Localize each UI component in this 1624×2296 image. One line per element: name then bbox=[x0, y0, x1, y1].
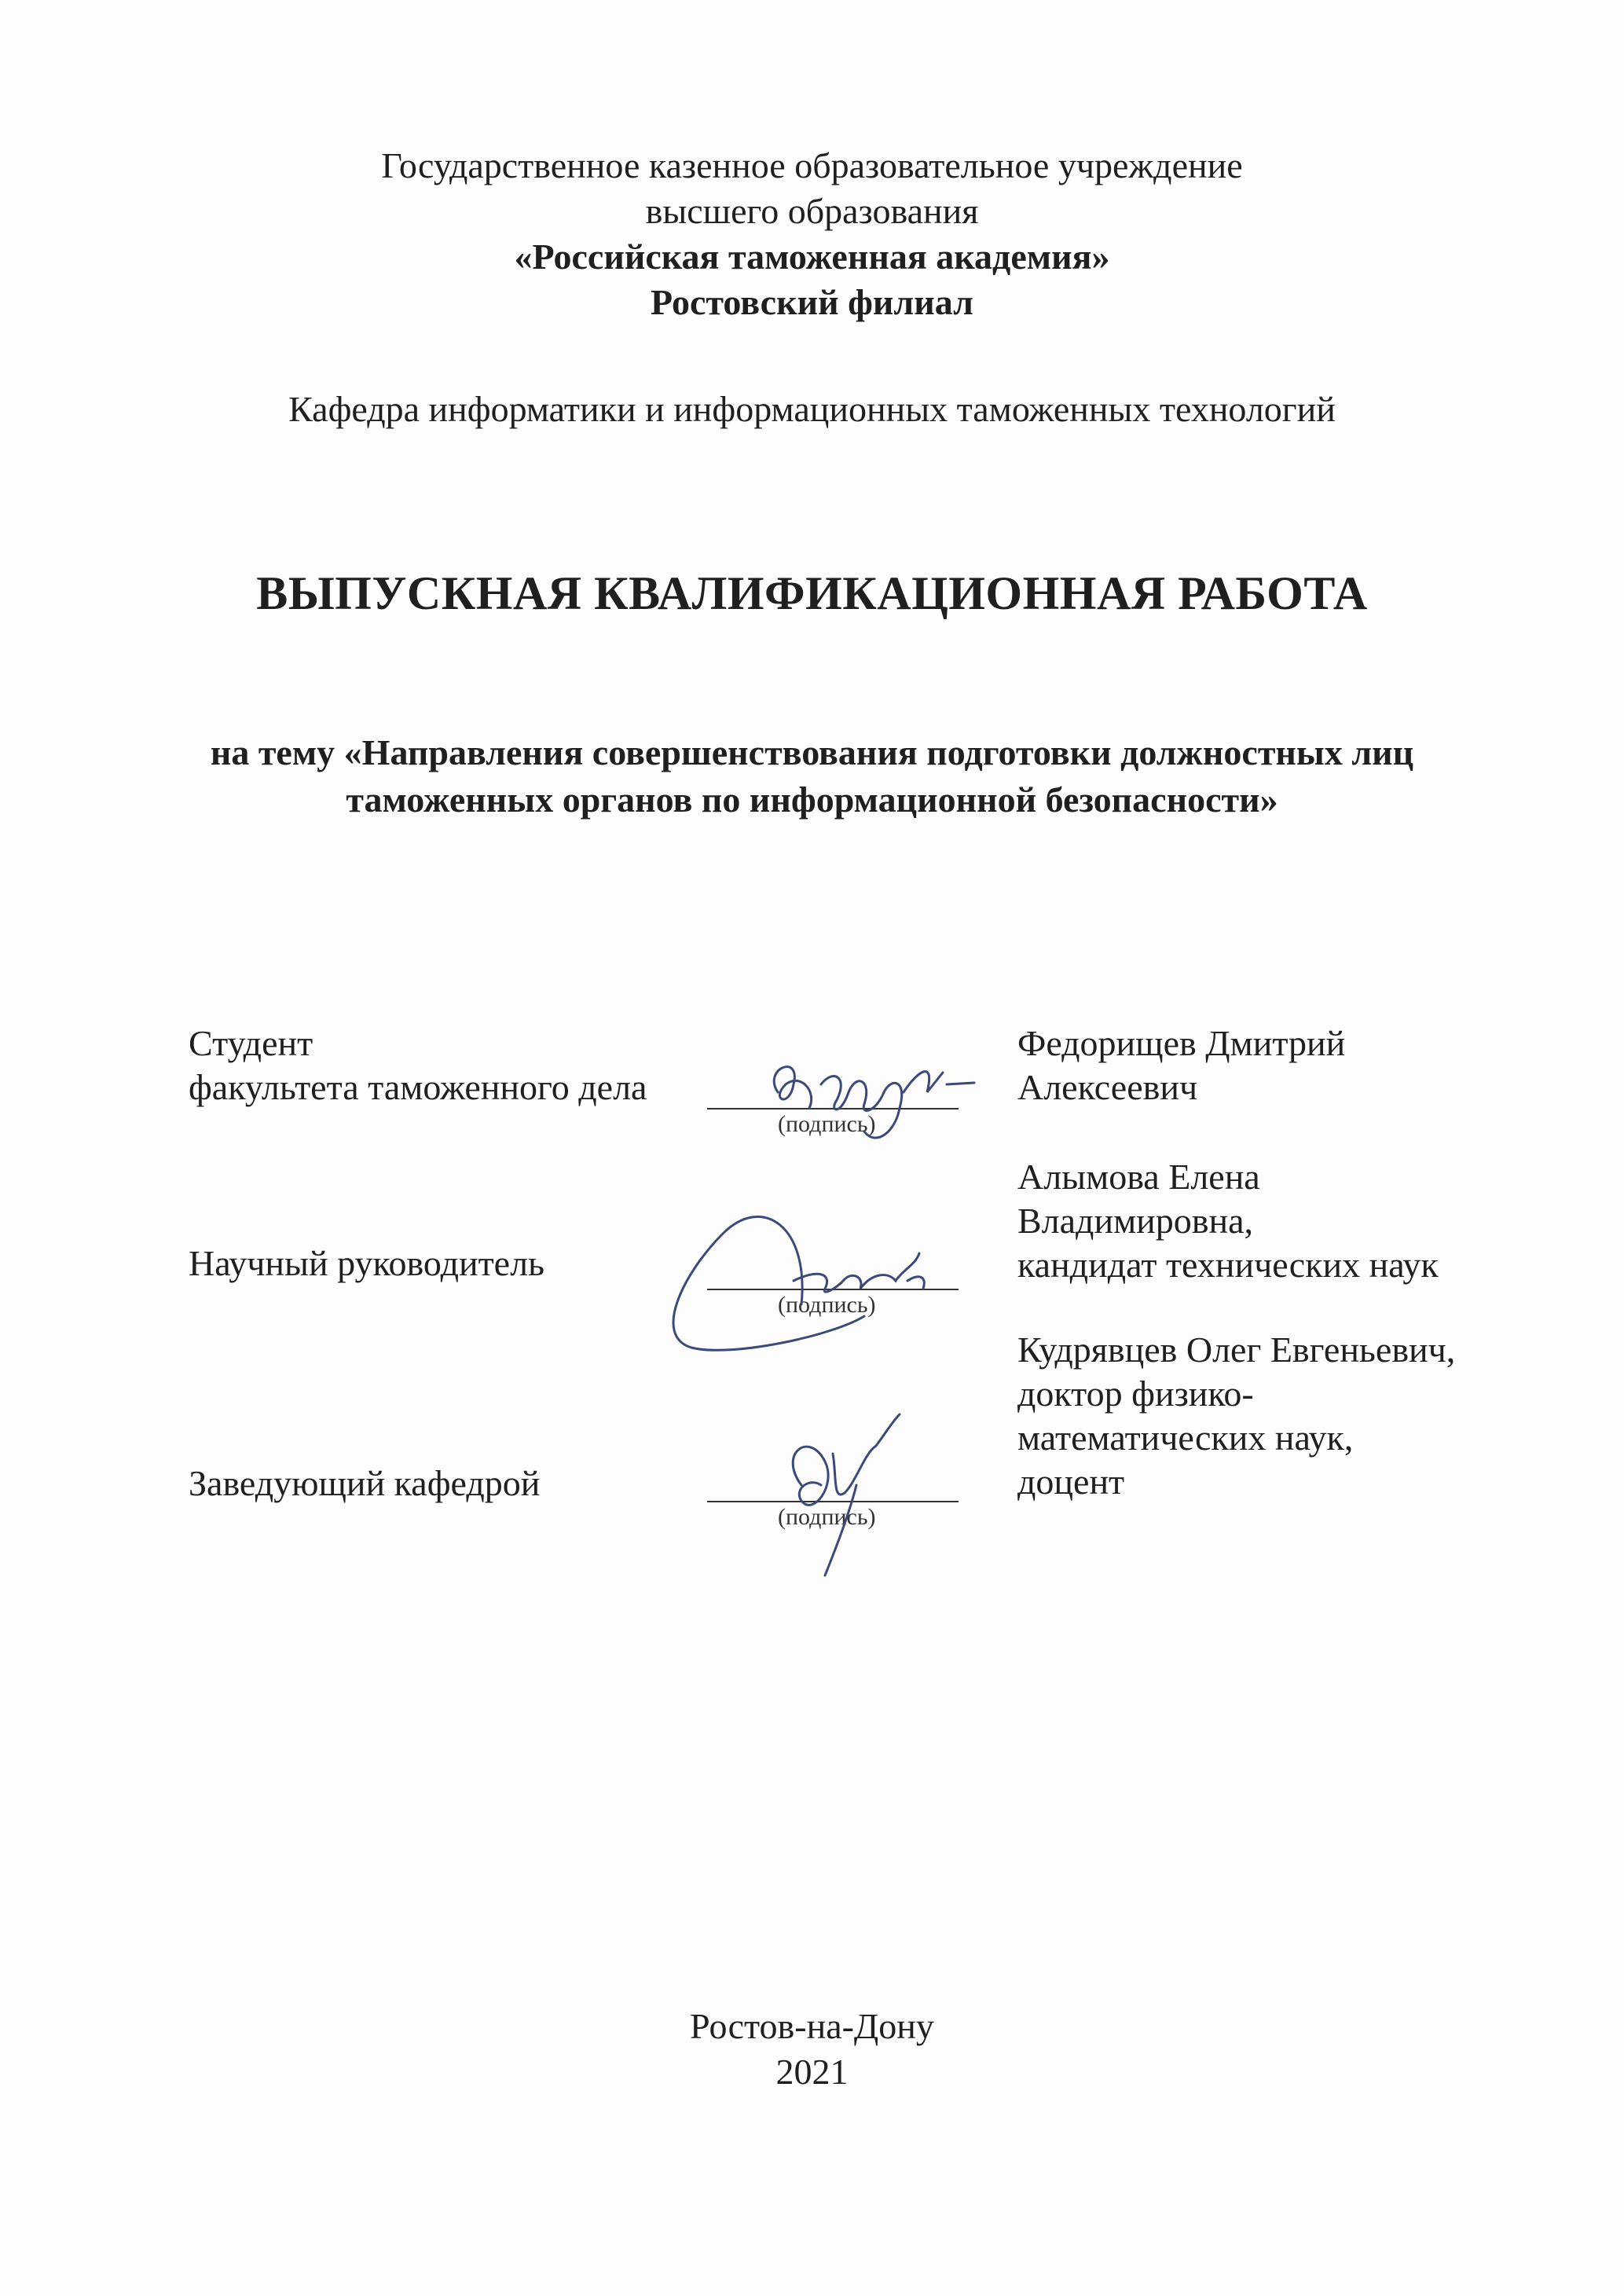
head-title: доцент bbox=[1017, 1462, 1125, 1502]
head-role: Заведующий кафедрой bbox=[189, 1463, 541, 1503]
footer bbox=[0, 2004, 1624, 2095]
student-role-line-2: факультета таможенного дела bbox=[189, 1067, 647, 1107]
head-name bbox=[1017, 1328, 1455, 1504]
institution-line-2: высшего образования bbox=[645, 191, 979, 231]
supervisor-signature-label: (подпись) bbox=[778, 1292, 876, 1318]
academy-name: «Российская таможенная академия» bbox=[514, 237, 1110, 277]
student-signature-label: (подпись) bbox=[778, 1111, 876, 1137]
supervisor-degree: кандидат технических наук bbox=[1017, 1245, 1439, 1285]
year: 2021 bbox=[775, 2052, 849, 2092]
head-signature-label: (подпись) bbox=[778, 1504, 876, 1530]
head-name-line-1: Кудрявцев Олег Евгеньевич, bbox=[1017, 1330, 1456, 1370]
thesis-topic bbox=[0, 729, 1624, 823]
supervisor-signature bbox=[636, 1179, 966, 1367]
supervisor-name-line-1: Алымова Елена bbox=[1017, 1157, 1260, 1197]
supervisor-name-line-2: Владимировна, bbox=[1017, 1201, 1254, 1241]
student-name-line-1: Федорищев Дмитрий bbox=[1017, 1023, 1346, 1063]
student-name bbox=[1017, 1021, 1345, 1109]
student-role bbox=[189, 1021, 647, 1109]
department-name: Кафедра информатики и информационных таможенных технологий bbox=[288, 389, 1336, 429]
supervisor-name bbox=[1017, 1155, 1439, 1287]
branch-name: Ростовский филиал bbox=[651, 282, 973, 322]
student-signature bbox=[746, 1037, 982, 1155]
topic-line-2: таможенных органов по информационной безопасности» bbox=[346, 779, 1278, 820]
supervisor-role: Научный руководитель bbox=[189, 1243, 545, 1283]
topic-line-1: на тему «Направления совершенствования подготовки должностных лиц bbox=[210, 732, 1414, 772]
head-signature bbox=[754, 1399, 935, 1579]
city: Ростов-на-Дону bbox=[690, 2006, 934, 2046]
head-degree-line-2: математических наук, bbox=[1017, 1418, 1354, 1458]
student-name-line-2: Алексеевич bbox=[1017, 1067, 1198, 1107]
document-title: ВЫПУСКНАЯ КВАЛИФИКАЦИОННАЯ РАБОТА bbox=[256, 567, 1368, 619]
head-degree-line-1: доктор физико- bbox=[1017, 1374, 1254, 1414]
student-role-line-1: Студент bbox=[189, 1023, 313, 1063]
institution-line-1: Государственное казенное образовательное учреждение bbox=[381, 145, 1243, 185]
institution-header bbox=[0, 143, 1624, 325]
